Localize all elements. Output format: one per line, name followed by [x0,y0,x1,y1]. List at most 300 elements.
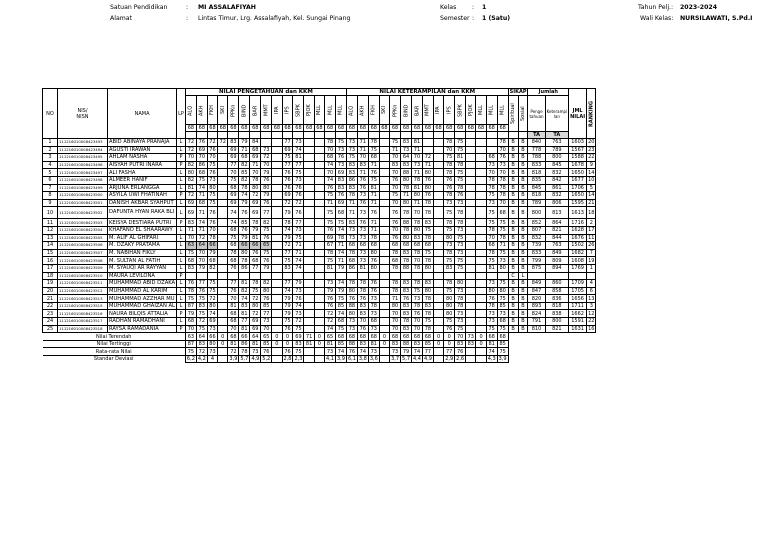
score-sikap: B [518,302,528,310]
score-keterampilan: 75 [455,325,466,333]
score-pengetahuan: 79 [196,264,207,272]
score-keterampilan: 78 [390,287,401,295]
score-keterampilan: 78 [455,207,466,219]
score-keterampilan: 78 [412,219,423,227]
score-keterampilan: 80 [401,234,412,242]
score-pengetahuan: 86 [196,161,207,169]
score-keterampilan [422,139,433,147]
ranking-value: 4 [587,280,596,288]
score-keterampilan: 83 [401,310,412,318]
total-jml: 1769 [569,264,587,272]
summary-keterampilan: 88 [346,340,357,348]
spacer-cell [545,340,569,348]
summary-row [43,333,596,341]
spacer-cell [497,132,508,139]
summary-pengetahuan [314,348,324,356]
score-pengetahuan: 68 [325,154,336,162]
spacer-cell [518,132,528,139]
score-keterampilan [422,272,433,280]
summary-pengetahuan: 63 [185,333,196,341]
score-pengetahuan: 76 [261,199,272,207]
score-keterampilan: 78 [368,302,379,310]
score-pengetahuan: 68 [228,318,239,326]
score-keterampilan: 80 [444,310,455,318]
score-pengetahuan: 75 [209,287,216,294]
score-pengetahuan [314,249,324,257]
summary-label: Standar Deviasi [43,356,186,363]
score-keterampilan [433,295,443,303]
score-keterampilan [466,234,476,242]
spacer-cell [569,340,587,348]
spacer-cell [422,132,433,139]
score-pengetahuan: 70 [228,295,239,303]
spacer-cell [304,132,314,139]
score-keterampilan: 73 [346,226,357,234]
score-pengetahuan [314,161,324,169]
colon: : [472,4,475,11]
header-subject: SBPK [293,96,304,125]
ranking-value: 20 [588,139,595,146]
score-keterampilan: 83 [422,219,433,227]
spacer-cell [228,132,239,139]
score-keterampilan [466,302,476,310]
summary-pengetahuan: 86 [239,340,250,348]
score-pengetahuan: 73 [335,161,346,169]
score-pengetahuan: 81 [239,325,250,333]
score-keterampilan: 76 [444,176,455,184]
score-pengetahuan [314,169,324,177]
summary-keterampilan: 3,7 [391,356,400,363]
score-keterampilan: 75 [368,146,379,154]
row-no: 16 [43,257,58,265]
score-pengetahuan: 85 [335,302,346,310]
summary-keterampilan: 73 [467,333,474,340]
score-keterampilan [433,146,443,154]
score-keterampilan: 68 [497,318,508,326]
summary-pengetahuan: 3,9 [229,356,238,363]
row-nis: 111216010008423506 [58,242,108,250]
table-row [43,310,596,318]
score-keterampilan [476,249,486,257]
row-no: 11 [43,219,58,227]
row-lp: L [177,287,186,295]
ranking-value: 13 [588,295,595,302]
score-pengetahuan: 66 [209,242,216,249]
score-keterampilan: 78 [486,184,497,192]
header-subject: MMT [261,96,272,125]
ranking-value: 16 [588,325,595,332]
score-pengetahuan: 82 [185,176,196,184]
total-pengetahuan: 852 [528,219,545,227]
score-pengetahuan: 76 [261,234,272,242]
summary-keterampilan: 73 [368,348,379,356]
score-pengetahuan: 79 [335,264,346,272]
score-sikap: B [518,192,528,200]
row-lp: P [177,154,186,162]
score-pengetahuan: 77 [282,249,293,257]
score-keterampilan: 75 [497,226,508,234]
summary-keterampilan: 83 [467,341,474,348]
score-sikap: B [518,154,528,162]
score-keterampilan: 80 [401,176,412,184]
score-pengetahuan: 75 [293,325,304,333]
score-pengetahuan: 80 [261,287,272,295]
spacer-cell [545,348,569,356]
score-pengetahuan: 83 [335,176,346,184]
score-sikap: B [508,207,518,219]
score-pengetahuan: 71 [293,242,304,250]
score-keterampilan: 75 [346,154,357,162]
score-pengetahuan: 72 [325,310,336,318]
ranking-value: 21 [588,200,595,207]
summary-keterampilan: 68 [486,333,497,341]
score-keterampilan [476,226,486,234]
label-kelas: Kelas [440,4,457,11]
score-pengetahuan [196,272,207,280]
total-keterampilan [545,272,569,280]
score-keterampilan: 70 [486,234,497,242]
row-lp: L [177,234,186,242]
score-pengetahuan: 83 [228,139,239,147]
score-pengetahuan [228,272,239,280]
score-keterampilan: 78 [455,302,466,310]
summary-keterampilan: 6,1 [347,356,356,363]
score-sikap: B [508,184,518,192]
score-pengetahuan [218,310,228,318]
score-keterampilan: 75 [486,219,497,227]
summary-pengetahuan: 65 [325,333,336,341]
total-keterampilan: 894 [545,264,569,272]
score-keterampilan [379,139,389,147]
score-pengetahuan: 72 [261,154,272,162]
score-sikap: B [508,287,518,295]
score-pengetahuan [335,272,346,280]
score-pengetahuan: 75 [228,234,239,242]
score-keterampilan: 75 [497,249,508,257]
row-nis: 111216010008423518 [58,325,108,333]
score-pengetahuan: 77 [293,161,304,169]
score-keterampilan [466,310,476,318]
ranking-value: 7 [587,249,596,257]
score-pengetahuan [218,184,228,192]
summary-pengetahuan: 81 [250,340,261,348]
summary-pengetahuan: 0 [218,340,228,348]
score-pengetahuan: 72 [250,295,261,303]
score-keterampilan [379,234,389,242]
table-row [43,287,596,295]
score-keterampilan: 71 [368,161,379,169]
summary-pengetahuan: 85 [335,340,346,348]
score-pengetahuan: 83 [335,184,346,192]
score-pengetahuan: 77 [228,280,239,288]
score-keterampilan [466,257,476,265]
score-keterampilan: 78 [412,176,423,184]
spacer-cell [272,132,282,139]
score-keterampilan [476,325,486,333]
score-sikap: B [508,257,518,265]
kkm-value: 68 [357,125,368,132]
score-keterampilan: 78 [444,219,455,227]
score-keterampilan [466,146,476,154]
score-keterampilan: 80 [412,192,423,200]
spacer-cell [587,333,596,341]
score-sikap: B [518,310,528,318]
score-pengetahuan: 69 [250,325,261,333]
row-nis: 111216010008423499 [58,184,108,192]
summary-keterampilan: 3,6 [369,356,378,363]
score-pengetahuan: 68 [228,257,239,265]
score-keterampilan: 75 [390,192,401,200]
score-sikap: B [508,310,518,318]
score-pengetahuan: 74 [293,257,304,265]
score-pengetahuan: 72 [293,199,304,207]
summary-pengetahuan [304,348,314,356]
row-lp: L [177,264,186,272]
score-keterampilan [433,154,443,162]
score-pengetahuan: 69 [185,199,196,207]
score-keterampilan: 80 [497,287,508,295]
score-keterampilan [476,161,486,169]
score-pengetahuan [304,169,314,177]
score-pengetahuan [272,242,282,250]
score-keterampilan [433,184,443,192]
score-pengetahuan [314,192,324,200]
score-keterampilan: 78 [422,207,433,219]
summary-pengetahuan: 0 [272,340,282,348]
score-pengetahuan: 76 [325,302,336,310]
score-keterampilan [379,161,389,169]
summary-keterampilan: 3,9 [498,356,507,363]
score-keterampilan: 80 [368,249,379,257]
spacer-cell [239,132,250,139]
table-row [43,249,596,257]
summary-label: Rata-rata Nilai [43,348,186,356]
header-subject: PJOK [466,96,476,125]
summary-pengetahuan: 2,3 [294,356,303,363]
score-pengetahuan: 81 [325,264,336,272]
score-keterampilan: 78 [412,302,423,310]
score-keterampilan: 71 [357,169,368,177]
score-pengetahuan: 79 [261,264,272,272]
score-keterampilan: 71 [412,199,423,207]
score-pengetahuan: 79 [293,280,304,288]
total-jml: 1631 [569,325,587,333]
score-keterampilan: 78 [444,249,455,257]
score-pengetahuan [314,318,324,326]
score-pengetahuan: 74 [293,302,304,310]
score-keterampilan: 73 [455,310,466,318]
summary-keterampilan [466,348,476,356]
header-nama: NAMA [108,89,177,139]
score-keterampilan [466,199,476,207]
kkm-value: 68 [390,125,401,132]
score-pengetahuan: 76 [239,226,250,234]
score-pengetahuan: 82 [239,287,250,295]
score-pengetahuan: 74 [282,287,293,295]
score-keterampilan: 68 [486,154,497,162]
score-keterampilan [379,272,389,280]
score-keterampilan: 73 [368,310,379,318]
spacer-cell [518,333,528,341]
score-keterampilan: 78 [497,139,508,147]
score-keterampilan [476,310,486,318]
score-keterampilan: 80 [422,287,433,295]
summary-keterampilan: 68 [390,333,401,341]
score-keterampilan: 80 [346,310,357,318]
kkm-value: 68 [381,125,388,131]
score-pengetahuan: 78 [325,139,336,147]
score-pengetahuan: 78 [239,184,250,192]
score-keterampilan: 81 [455,154,466,162]
score-keterampilan: 73 [455,242,466,250]
summary-keterampilan: 0 [476,340,486,348]
ranking-value: 11 [588,234,595,241]
row-no: 3 [43,154,58,162]
total-jml: 1662 [569,310,587,318]
score-keterampilan [466,242,476,250]
total-keterampilan: 845 [545,161,569,169]
score-pengetahuan: 85 [239,219,250,227]
score-keterampilan: 78 [346,192,357,200]
score-pengetahuan [314,287,324,295]
score-sikap: B [508,280,518,288]
score-keterampilan: 73 [357,249,368,257]
summary-row [43,356,596,363]
score-pengetahuan: 75 [293,169,304,177]
score-keterampilan: 78 [346,249,357,257]
score-pengetahuan [304,146,314,154]
school-name: MI ASSALAFIYAH [198,4,256,11]
score-keterampilan [379,318,389,326]
score-keterampilan: 75 [486,192,497,200]
score-pengetahuan: 83 [239,302,250,310]
score-pengetahuan [282,272,293,280]
score-sikap: B [508,199,518,207]
kkm-value: 68 [282,125,293,132]
score-pengetahuan: 72 [196,234,207,242]
score-pengetahuan: 80 [185,169,196,177]
score-pengetahuan [314,234,324,242]
score-pengetahuan: 75 [250,287,261,295]
score-keterampilan: 71 [422,161,433,169]
score-pengetahuan: 81 [250,234,261,242]
summary-keterampilan: 2,9 [445,356,454,363]
row-lp: L [177,176,186,184]
total-keterampilan: 789 [545,146,569,154]
score-keterampilan: 80 [346,287,357,295]
ta-label: TA [528,132,545,139]
score-keterampilan: 73 [357,226,368,234]
score-sikap: B [518,280,528,288]
ranking-value: 19 [588,257,595,264]
score-keterampilan [379,310,389,318]
score-keterampilan: 78 [455,295,466,303]
score-pengetahuan [314,199,324,207]
score-keterampilan: 68 [357,242,368,250]
score-keterampilan: 73 [346,146,357,154]
score-pengetahuan [218,192,228,200]
total-jml: 1716 [569,219,587,227]
score-keterampilan: 70 [357,318,368,326]
score-pengetahuan [272,318,282,326]
score-pengetahuan [314,207,324,219]
header-subject: MLL [476,96,486,125]
score-keterampilan: 70 [390,154,401,162]
score-pengetahuan: 73 [261,318,272,326]
spacer-cell [528,340,545,348]
score-pengetahuan [218,207,228,219]
table-row [43,207,596,219]
score-keterampilan: 76 [368,257,379,265]
score-pengetahuan: 65 [261,242,272,250]
ranking-value: 10 [588,177,595,184]
score-keterampilan [433,280,443,288]
score-keterampilan: 73 [486,318,497,326]
total-pengetahuan: 820 [528,295,545,303]
total-keterampilan: 763 [545,139,569,147]
score-pengetahuan: 70 [228,169,239,177]
score-keterampilan: 75 [455,176,466,184]
score-pengetahuan [261,272,272,280]
score-pengetahuan: 69 [250,154,261,162]
score-keterampilan: 70 [412,257,423,265]
total-keterampilan: 800 [545,154,569,162]
score-pengetahuan [218,325,228,333]
score-keterampilan [476,146,486,154]
score-keterampilan [476,318,486,326]
header-sikap-col: Spiritual [508,96,518,132]
score-pengetahuan: 79 [261,192,272,200]
row-no: 9 [43,199,58,207]
score-keterampilan: 76 [486,295,497,303]
row-no: 15 [43,249,58,257]
score-keterampilan: 76 [444,184,455,192]
ranking-value: 3 [587,302,596,310]
score-keterampilan [433,325,443,333]
score-pengetahuan: 77 [196,280,207,288]
spacer-cell [433,132,443,139]
score-keterampilan: 80 [390,302,401,310]
header-subject: MLL [497,96,508,125]
spacer-cell [314,132,324,139]
colon: : [186,15,189,22]
score-keterampilan [433,310,443,318]
summary-keterampilan: 68 [497,333,508,341]
header-subject: IPA [433,96,443,125]
score-pengetahuan: 77 [282,139,293,147]
summary-pengetahuan: 85 [261,340,272,348]
header-jumlah-col: Keterampi lan [545,96,569,132]
score-keterampilan [476,219,486,227]
score-pengetahuan [218,219,228,227]
score-sikap: B [508,226,518,234]
summary-keterampilan: 74 [486,348,497,356]
score-keterampilan [433,302,443,310]
score-pengetahuan [218,161,228,169]
summary-keterampilan: 68 [401,333,412,341]
score-pengetahuan: 68 [250,146,261,154]
score-keterampilan [433,199,443,207]
score-keterampilan: 70 [390,226,401,234]
row-nis: 111216010008423516 [58,310,108,318]
score-pengetahuan: 82 [209,265,216,272]
kkm-value: 68 [261,125,272,132]
score-keterampilan: 75 [455,264,466,272]
score-keterampilan: 73 [455,249,466,257]
score-keterampilan: 78 [422,257,433,265]
score-pengetahuan: 76 [282,176,293,184]
score-keterampilan [466,154,476,162]
